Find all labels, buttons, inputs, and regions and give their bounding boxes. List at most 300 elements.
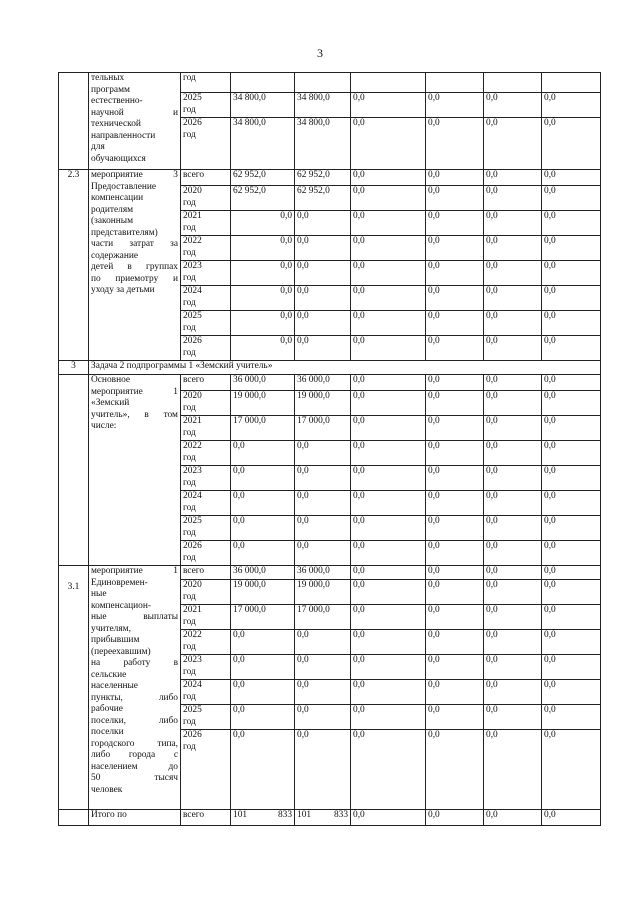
- description-line: населенные: [91, 681, 138, 691]
- year-cell: [181, 186, 231, 211]
- year-label: год: [183, 477, 196, 488]
- value-cell: 0,0: [426, 730, 484, 810]
- value-cell: 0,0: [231, 441, 295, 466]
- value-cell: 0,0: [295, 541, 351, 566]
- value-cell: 62 952,0: [295, 186, 351, 211]
- description-line: 50 тысяч: [91, 773, 178, 783]
- year-label: год: [183, 297, 196, 308]
- value-cell: [542, 73, 601, 93]
- value-cell: 0,0: [351, 336, 426, 361]
- value-cell: 0,0: [426, 810, 484, 826]
- value-cell: 0,0: [484, 541, 542, 566]
- value-cell: 0,0: [231, 311, 295, 336]
- value-cell: 0,0: [426, 491, 484, 516]
- year-cell: [181, 416, 231, 441]
- value-cell: [351, 73, 426, 93]
- year-cell: [181, 630, 231, 655]
- value-cell: 34 800,0: [231, 93, 295, 118]
- table-row: [59, 375, 601, 391]
- value-cell: 0,0: [295, 705, 351, 730]
- description-line: части затрат за: [91, 239, 178, 249]
- year-cell: [181, 810, 231, 826]
- value-cell: [484, 73, 542, 93]
- value-cell: 0,0: [295, 466, 351, 491]
- description-line: уходу за детьми: [91, 285, 155, 295]
- description-line: содержание: [91, 250, 139, 261]
- value-cell: 0,0: [484, 391, 542, 416]
- year-label: 2020: [183, 580, 202, 590]
- value-cell: 0,0: [484, 118, 542, 170]
- description-line: сельские: [91, 669, 127, 680]
- description-line: Предоставление: [91, 181, 157, 192]
- year-label: 2026: [183, 336, 202, 346]
- value-cell: 0,0: [542, 810, 601, 826]
- description-line: на работу в: [91, 658, 178, 668]
- description-line: Единовремен-: [91, 577, 148, 588]
- value-cell: 0,0: [484, 170, 542, 186]
- value-cell: 19 000,0: [231, 391, 295, 416]
- value-cell: 0,0: [351, 680, 426, 705]
- value-cell: 0,0: [542, 516, 601, 541]
- year-label: всего: [183, 566, 205, 576]
- value-cell: 0,0: [295, 680, 351, 705]
- value-cell: 0,0: [542, 466, 601, 491]
- value-cell: 0,0: [542, 680, 601, 705]
- value-cell: 0,0: [351, 541, 426, 566]
- value-cell: 0,0: [426, 416, 484, 441]
- value-cell: 101 833: [295, 810, 351, 826]
- table-row: [59, 170, 601, 186]
- description-line: технической: [91, 119, 141, 129]
- value-cell: 0,0: [484, 311, 542, 336]
- year-cell: [181, 466, 231, 491]
- description-line: для: [91, 142, 105, 152]
- value-cell: 62 952,0: [295, 170, 351, 186]
- value-cell: 0,0: [426, 211, 484, 236]
- value-cell: 0,0: [484, 655, 542, 680]
- year-label: 2022: [183, 236, 202, 246]
- value-cell: 0,0: [542, 336, 601, 361]
- value-cell: 19 000,0: [295, 391, 351, 416]
- value-cell: 0,0: [231, 336, 295, 361]
- year-label: год: [183, 716, 196, 727]
- value-cell: 34 800,0: [231, 118, 295, 170]
- year-cell: [181, 261, 231, 286]
- value-cell: 0,0: [231, 655, 295, 680]
- year-cell: [181, 391, 231, 416]
- value-cell: 0,0: [351, 466, 426, 491]
- year-label: год: [183, 691, 196, 702]
- year-label: год: [183, 197, 196, 208]
- year-cell: [181, 73, 231, 93]
- value-cell: 0,0: [484, 286, 542, 311]
- year-cell: [181, 375, 231, 391]
- value-cell: 0,0: [484, 186, 542, 211]
- value-cell: 0,0: [484, 93, 542, 118]
- year-label: 2024: [183, 491, 202, 501]
- value-cell: 0,0: [542, 375, 601, 391]
- description-line: по приемотру и: [91, 273, 178, 284]
- value-cell: 0,0: [351, 236, 426, 261]
- year-cell: [181, 730, 231, 810]
- year-label: 2022: [183, 630, 202, 640]
- description-line: числе:: [91, 421, 117, 431]
- value-cell: 0,0: [542, 211, 601, 236]
- value-cell: 0,0: [295, 311, 351, 336]
- task-row: [59, 361, 601, 375]
- description-line: Итого по: [91, 810, 127, 820]
- year-cell: [181, 336, 231, 361]
- description-line: (законным: [91, 216, 134, 226]
- value-cell: 0,0: [542, 170, 601, 186]
- description-line: компенсации: [91, 193, 144, 203]
- value-cell: 0,0: [351, 730, 426, 810]
- year-label: всего: [183, 170, 205, 180]
- year-cell: [181, 311, 231, 336]
- description-line: рабочие: [91, 704, 123, 714]
- value-cell: 0,0: [484, 416, 542, 441]
- value-cell: 0,0: [295, 730, 351, 810]
- value-cell: 0,0: [351, 630, 426, 655]
- year-cell: [181, 491, 231, 516]
- year-label: год: [183, 247, 196, 258]
- year-label: год: [183, 452, 196, 463]
- year-label: год: [183, 591, 196, 602]
- year-cell: [181, 211, 231, 236]
- description-line: Основное: [91, 375, 131, 385]
- value-cell: 0,0: [542, 416, 601, 441]
- value-cell: 17 000,0: [295, 416, 351, 441]
- value-cell: 0,0: [426, 375, 484, 391]
- year-label: 2023: [183, 655, 202, 665]
- year-label: 2020: [183, 186, 202, 196]
- table-row: [59, 73, 601, 93]
- value-cell: 0,0: [231, 730, 295, 810]
- year-label: всего: [183, 375, 205, 385]
- year-label: 2021: [183, 605, 202, 615]
- value-cell: 62 952,0: [231, 186, 295, 211]
- value-cell: 0,0: [484, 730, 542, 810]
- value-cell: 36 000,0: [231, 375, 295, 391]
- value-cell: 34 800,0: [295, 93, 351, 118]
- row-number: [59, 810, 89, 826]
- table-row: [59, 810, 601, 826]
- year-label: 2023: [183, 261, 202, 271]
- year-label: 2025: [183, 516, 202, 526]
- value-cell: 0,0: [295, 336, 351, 361]
- row-number: [59, 375, 89, 566]
- value-cell: 0,0: [231, 236, 295, 261]
- task-title: Задача 2 подпрограммы 1 «Земский учитель»: [89, 361, 601, 375]
- value-cell: 0,0: [542, 630, 601, 655]
- value-cell: 0,0: [484, 261, 542, 286]
- value-cell: 0,0: [426, 391, 484, 416]
- year-label: год: [183, 741, 196, 752]
- description-line: человек: [91, 784, 123, 795]
- measure-description: [89, 73, 181, 170]
- value-cell: 0,0: [351, 93, 426, 118]
- value-cell: 0,0: [484, 336, 542, 361]
- description-line: городского типа,: [91, 738, 178, 749]
- value-cell: 0,0: [542, 705, 601, 730]
- value-cell: 0,0: [295, 441, 351, 466]
- value-cell: 0,0: [295, 236, 351, 261]
- value-cell: 19 000,0: [295, 580, 351, 605]
- value-cell: 0,0: [231, 541, 295, 566]
- year-cell: [181, 236, 231, 261]
- description-line: тельных: [91, 73, 125, 83]
- value-cell: 0,0: [426, 236, 484, 261]
- description-line: ные выплаты: [91, 612, 178, 622]
- year-label: год: [183, 502, 196, 513]
- year-label: 2025: [183, 705, 202, 715]
- year-label: год: [183, 104, 196, 115]
- year-cell: [181, 441, 231, 466]
- row-number: 3: [59, 361, 89, 375]
- value-cell: [426, 73, 484, 93]
- year-cell: [181, 680, 231, 705]
- year-label: год: [183, 552, 196, 563]
- measure-description: [89, 566, 181, 810]
- value-cell: 101 833: [231, 810, 295, 826]
- value-cell: 0,0: [351, 286, 426, 311]
- description-line: научной и: [91, 107, 178, 118]
- value-cell: 0,0: [542, 93, 601, 118]
- value-cell: 19 000,0: [231, 580, 295, 605]
- year-label: год: [183, 73, 196, 83]
- description-line: родителям: [91, 204, 134, 215]
- year-label: год: [183, 129, 196, 140]
- measure-description: [89, 375, 181, 566]
- value-cell: 0,0: [426, 630, 484, 655]
- value-cell: 0,0: [426, 541, 484, 566]
- value-cell: 0,0: [351, 416, 426, 441]
- value-cell: 0,0: [426, 186, 484, 211]
- description-line: компенсацион-: [91, 600, 152, 611]
- value-cell: 0,0: [542, 580, 601, 605]
- value-cell: 0,0: [295, 261, 351, 286]
- year-cell: [181, 170, 231, 186]
- value-cell: 0,0: [426, 336, 484, 361]
- value-cell: 0,0: [484, 580, 542, 605]
- value-cell: 0,0: [231, 630, 295, 655]
- value-cell: 0,0: [231, 466, 295, 491]
- description-line: направленности: [91, 130, 156, 141]
- value-cell: 36 000,0: [231, 566, 295, 580]
- value-cell: 0,0: [231, 211, 295, 236]
- value-cell: 0,0: [426, 93, 484, 118]
- value-cell: 0,0: [426, 605, 484, 630]
- value-cell: 0,0: [542, 391, 601, 416]
- description-line: мероприятие 3: [91, 170, 178, 180]
- year-label: год: [183, 402, 196, 413]
- value-cell: 0,0: [351, 605, 426, 630]
- value-cell: 0,0: [484, 516, 542, 541]
- value-cell: 0,0: [295, 211, 351, 236]
- value-cell: 0,0: [542, 541, 601, 566]
- value-cell: 0,0: [542, 605, 601, 630]
- value-cell: 0,0: [542, 311, 601, 336]
- value-cell: 0,0: [351, 655, 426, 680]
- value-cell: 0,0: [542, 566, 601, 580]
- value-cell: 0,0: [542, 441, 601, 466]
- year-label: 2021: [183, 416, 202, 426]
- description-line: поселки: [91, 727, 124, 737]
- value-cell: 36 000,0: [295, 566, 351, 580]
- year-label: 2021: [183, 211, 202, 221]
- description-line: естественно-: [91, 96, 143, 106]
- year-label: год: [183, 527, 196, 538]
- value-cell: 0,0: [426, 441, 484, 466]
- year-label: год: [183, 666, 196, 677]
- description-line: представителям): [91, 227, 158, 238]
- description-line: (переехавшим): [91, 646, 151, 657]
- value-cell: 62 952,0: [231, 170, 295, 186]
- value-cell: 0,0: [484, 375, 542, 391]
- year-label: 2020: [183, 391, 202, 401]
- value-cell: 0,0: [484, 705, 542, 730]
- value-cell: 0,0: [351, 491, 426, 516]
- value-cell: 0,0: [351, 375, 426, 391]
- value-cell: 0,0: [351, 186, 426, 211]
- value-cell: 17 000,0: [295, 605, 351, 630]
- value-cell: 0,0: [351, 580, 426, 605]
- year-label: 2026: [183, 118, 202, 128]
- value-cell: 0,0: [231, 516, 295, 541]
- value-cell: 0,0: [295, 516, 351, 541]
- description-line: обучающихся: [91, 153, 146, 164]
- value-cell: 0,0: [351, 566, 426, 580]
- value-cell: 0,0: [426, 261, 484, 286]
- value-cell: 0,0: [426, 705, 484, 730]
- year-label: 2023: [183, 466, 202, 476]
- measure-description: [89, 810, 181, 826]
- value-cell: 0,0: [426, 580, 484, 605]
- year-label: 2026: [183, 541, 202, 551]
- value-cell: 0,0: [542, 491, 601, 516]
- value-cell: 0,0: [484, 441, 542, 466]
- value-cell: 0,0: [231, 491, 295, 516]
- description-line: пункты, либо: [91, 692, 178, 703]
- year-label: год: [183, 427, 196, 438]
- value-cell: 0,0: [351, 810, 426, 826]
- description-line: учителям,: [91, 623, 131, 634]
- value-cell: 0,0: [351, 170, 426, 186]
- value-cell: 0,0: [231, 705, 295, 730]
- description-line: детей в группах: [91, 262, 178, 272]
- value-cell: 0,0: [484, 466, 542, 491]
- value-cell: 0,0: [351, 261, 426, 286]
- value-cell: 0,0: [426, 170, 484, 186]
- description-line: ные: [91, 589, 107, 599]
- year-label: 2022: [183, 441, 202, 451]
- year-label: год: [183, 347, 196, 358]
- value-cell: 0,0: [351, 516, 426, 541]
- year-cell: [181, 705, 231, 730]
- value-cell: 0,0: [484, 680, 542, 705]
- description-line: поселки, либо: [91, 715, 178, 726]
- value-cell: 0,0: [484, 810, 542, 826]
- year-cell: [181, 286, 231, 311]
- year-cell: [181, 655, 231, 680]
- value-cell: 0,0: [484, 236, 542, 261]
- description-line: программ: [91, 84, 130, 95]
- year-label: 2024: [183, 286, 202, 296]
- year-label: всего: [183, 810, 205, 820]
- measure-description: [89, 170, 181, 361]
- year-label: 2024: [183, 680, 202, 690]
- description-line: учитель», в том: [91, 409, 178, 420]
- value-cell: 0,0: [351, 441, 426, 466]
- value-cell: 0,0: [295, 655, 351, 680]
- value-cell: 0,0: [426, 311, 484, 336]
- table-row: [59, 566, 601, 580]
- year-label: год: [183, 641, 196, 652]
- value-cell: 0,0: [295, 286, 351, 311]
- description-line: мероприятие 1: [91, 566, 178, 576]
- row-number: 3.1: [59, 566, 89, 810]
- page-number: 3: [317, 46, 323, 60]
- value-cell: 0,0: [351, 705, 426, 730]
- description-line: либо города с: [91, 750, 178, 760]
- year-label: год: [183, 616, 196, 627]
- year-label: 2025: [183, 311, 202, 321]
- value-cell: 0,0: [542, 730, 601, 810]
- value-cell: 0,0: [426, 655, 484, 680]
- value-cell: [295, 73, 351, 93]
- description-line: «Земский: [91, 398, 130, 408]
- year-label: 2026: [183, 730, 202, 740]
- year-cell: [181, 516, 231, 541]
- row-number: 2.3: [59, 170, 89, 361]
- value-cell: 0,0: [426, 466, 484, 491]
- value-cell: 17 000,0: [231, 605, 295, 630]
- year-cell: [181, 541, 231, 566]
- year-cell: [181, 118, 231, 170]
- value-cell: 0,0: [426, 516, 484, 541]
- value-cell: 0,0: [542, 236, 601, 261]
- value-cell: 0,0: [351, 118, 426, 170]
- value-cell: 0,0: [351, 311, 426, 336]
- value-cell: 0,0: [484, 605, 542, 630]
- value-cell: 0,0: [295, 630, 351, 655]
- year-cell: [181, 93, 231, 118]
- year-label: 2025: [183, 93, 202, 103]
- value-cell: 0,0: [426, 118, 484, 170]
- year-cell: [181, 580, 231, 605]
- value-cell: 0,0: [231, 680, 295, 705]
- value-cell: 0,0: [484, 491, 542, 516]
- value-cell: 0,0: [351, 211, 426, 236]
- year-label: год: [183, 222, 196, 233]
- year-label: год: [183, 322, 196, 333]
- value-cell: 0,0: [542, 186, 601, 211]
- value-cell: 17 000,0: [231, 416, 295, 441]
- value-cell: 0,0: [484, 566, 542, 580]
- row-number: [59, 73, 89, 170]
- value-cell: 0,0: [542, 118, 601, 170]
- value-cell: 0,0: [426, 286, 484, 311]
- value-cell: 0,0: [295, 491, 351, 516]
- year-cell: [181, 605, 231, 630]
- value-cell: 0,0: [231, 261, 295, 286]
- value-cell: 0,0: [542, 655, 601, 680]
- description-line: прибывшим: [91, 635, 140, 645]
- description-line: населением до: [91, 761, 178, 772]
- value-cell: 0,0: [484, 211, 542, 236]
- description-line: мероприятие 1: [91, 386, 178, 397]
- value-cell: 0,0: [426, 680, 484, 705]
